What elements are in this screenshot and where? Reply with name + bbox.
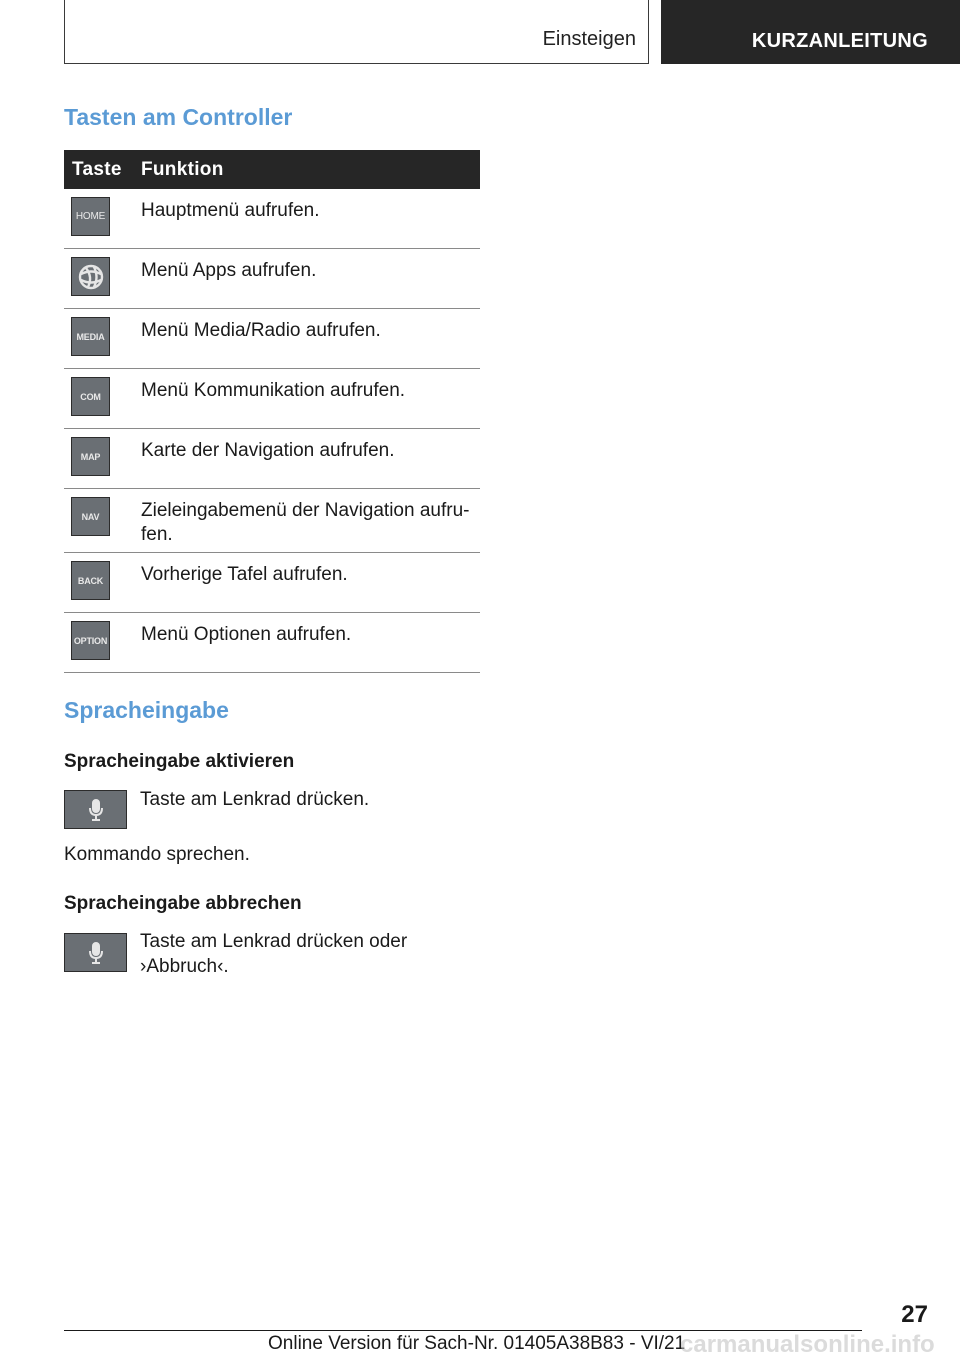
speech-cancel-instruction: Taste am Lenkrad drücken oder ›Abbruch‹. — [140, 931, 408, 977]
table-row — [64, 553, 480, 613]
footer-online-version: Online Version für Sach-Nr. 01405A38B83 - VI/21 — [268, 1333, 686, 1354]
microphone-key-icon — [64, 790, 127, 829]
com-key-icon: COM — [71, 377, 110, 416]
column-header-key: Taste — [72, 158, 122, 180]
table-row — [64, 489, 480, 553]
header-chapter-title: KURZANLEITUNG — [751, 30, 928, 52]
option-key-icon: OPTION — [71, 621, 110, 660]
function-text: Menü Kommunikation aufrufen. — [141, 380, 406, 401]
function-text: Menü Apps aufrufen. — [141, 260, 317, 281]
speech-heading: Spracheingabe — [64, 697, 229, 723]
back-key-icon: BACK — [71, 561, 110, 600]
table-row — [64, 429, 480, 489]
function-text: Karte der Navigation aufrufen. — [141, 440, 395, 461]
media-key-icon: MEDIA — [71, 317, 110, 356]
function-text: Menü Optionen aufrufen. — [141, 624, 352, 645]
controller-heading: Tasten am Controller — [64, 104, 293, 130]
table-row — [64, 613, 480, 673]
page-number: 27 — [901, 1301, 928, 1328]
map-key-icon: MAP — [71, 437, 110, 476]
table-row — [64, 369, 480, 429]
nav-key-icon: NAV — [71, 497, 110, 536]
header-section-box — [64, 0, 649, 64]
table-header — [64, 150, 480, 189]
apps-globe-icon — [71, 257, 110, 296]
function-text: Zieleingabemenü der Navigation aufru‐fen. — [141, 500, 470, 545]
header-section-title: Einsteigen — [542, 28, 636, 50]
speech-activate-instruction: Taste am Lenkrad drücken. — [140, 789, 370, 810]
table-row — [64, 309, 480, 369]
speech-activate-heading: Spracheingabe aktivieren — [64, 751, 295, 772]
home-key-icon: HOME — [71, 197, 110, 236]
watermark: carmanualsonline.info — [680, 1331, 935, 1358]
microphone-key-icon — [64, 933, 127, 972]
table-row — [64, 189, 480, 249]
speech-cancel-heading: Spracheingabe abbrechen — [64, 893, 302, 914]
function-text: Vorherige Tafel aufrufen. — [141, 564, 348, 585]
function-text: Menü Media/Radio aufrufen. — [141, 320, 381, 341]
function-text: Hauptmenü aufrufen. — [141, 200, 320, 221]
column-header-function: Funktion — [141, 158, 224, 180]
controller-keys-table — [64, 150, 480, 673]
table-row — [64, 249, 480, 309]
speech-activate-followup: Kommando sprechen. — [64, 844, 250, 865]
header-chapter-box — [661, 0, 960, 64]
